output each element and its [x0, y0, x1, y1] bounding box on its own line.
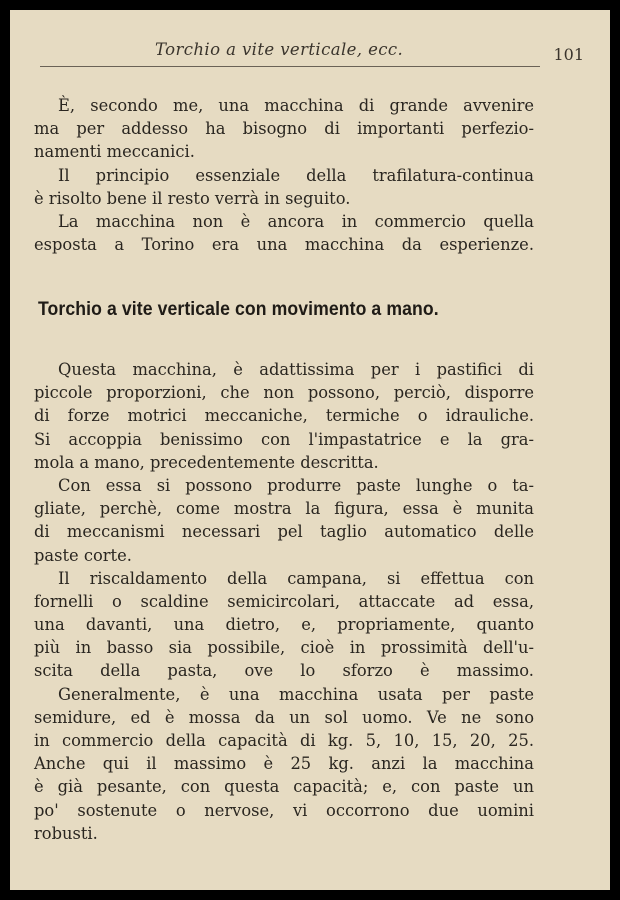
text-line: scita della pasta, ove lo sforzo è massimo.	[34, 661, 534, 681]
text-line: Il principio essenziale della trafilatura-continua	[58, 165, 534, 185]
paragraph	[34, 567, 534, 683]
text-line: gliate, perchè, come mostra la figura, essa è munita	[34, 499, 534, 519]
text-line: namenti meccanici.	[34, 142, 195, 162]
paragraph	[34, 474, 534, 567]
text-line: mola a mano, precedentemente descritta.	[34, 452, 379, 472]
section-heading: Torchio a vite verticale con movimento a mano.	[38, 298, 439, 320]
text-line: di forze motrici meccaniche, termiche o idrauliche.	[34, 406, 534, 426]
text-line: ma per addesso ha bisogno di importanti perfezio-	[34, 119, 534, 139]
book-page	[10, 10, 610, 890]
running-head-title: Torchio a vite verticale, ecc.	[155, 40, 404, 59]
text-line: po' sostenute o nervose, vi occorrono due uomini	[34, 800, 534, 820]
paragraph	[34, 358, 534, 474]
text-line: più in basso sia possibile, cioè in prossimità dell'u-	[34, 638, 534, 658]
text-line: Generalmente, è una macchina usata per paste	[58, 684, 534, 704]
page-number: 101	[553, 45, 584, 64]
text-line: È, secondo me, una macchina di grande avvenire	[58, 96, 534, 115]
text-line: robusti.	[34, 823, 98, 843]
section-text	[34, 358, 534, 845]
text-line: in commercio della capacità di kg. 5, 10, 15, 20, 25.	[34, 731, 534, 750]
text-line: Il riscaldamento della campana, si effettua con	[58, 568, 534, 588]
text-line: piccole proporzioni, che non possono, perciò, disporre	[34, 383, 534, 403]
text-line: è risolto bene il resto verrà in seguito.	[34, 188, 351, 208]
text-line: Questa macchina, è adattissima per i pastifici di	[58, 360, 534, 379]
paragraph	[34, 164, 534, 210]
running-head	[40, 38, 584, 67]
paragraph	[34, 94, 534, 164]
text-line: Con essa si possono produrre paste lunghe o ta-	[58, 475, 534, 495]
text-line: è già pesante, con questa capacità; e, con paste un	[34, 777, 534, 797]
text-line: Si accoppia benissimo con l'impastatrice e la gra-	[34, 429, 534, 449]
text-line: Anche qui il massimo è 25 kg. anzi la macchina	[34, 754, 534, 774]
paragraph	[34, 683, 534, 845]
text-line: fornelli o scaldine semicircolari, attaccate ad essa,	[34, 591, 534, 611]
text-line: esposta a Torino era una macchina da esperienze.	[34, 235, 534, 255]
text-line: semidure, ed è mossa da un sol uomo. Ve ne sono	[34, 707, 534, 727]
text-line: paste corte.	[34, 545, 132, 565]
text-line: La macchina non è ancora in commercio quella	[58, 211, 534, 231]
intro-text	[34, 94, 534, 256]
paragraph	[34, 210, 534, 256]
text-line: di meccanismi necessari pel taglio automatico delle	[34, 522, 534, 542]
text-line: una davanti, una dietro, e, propriamente, quanto	[34, 615, 534, 635]
